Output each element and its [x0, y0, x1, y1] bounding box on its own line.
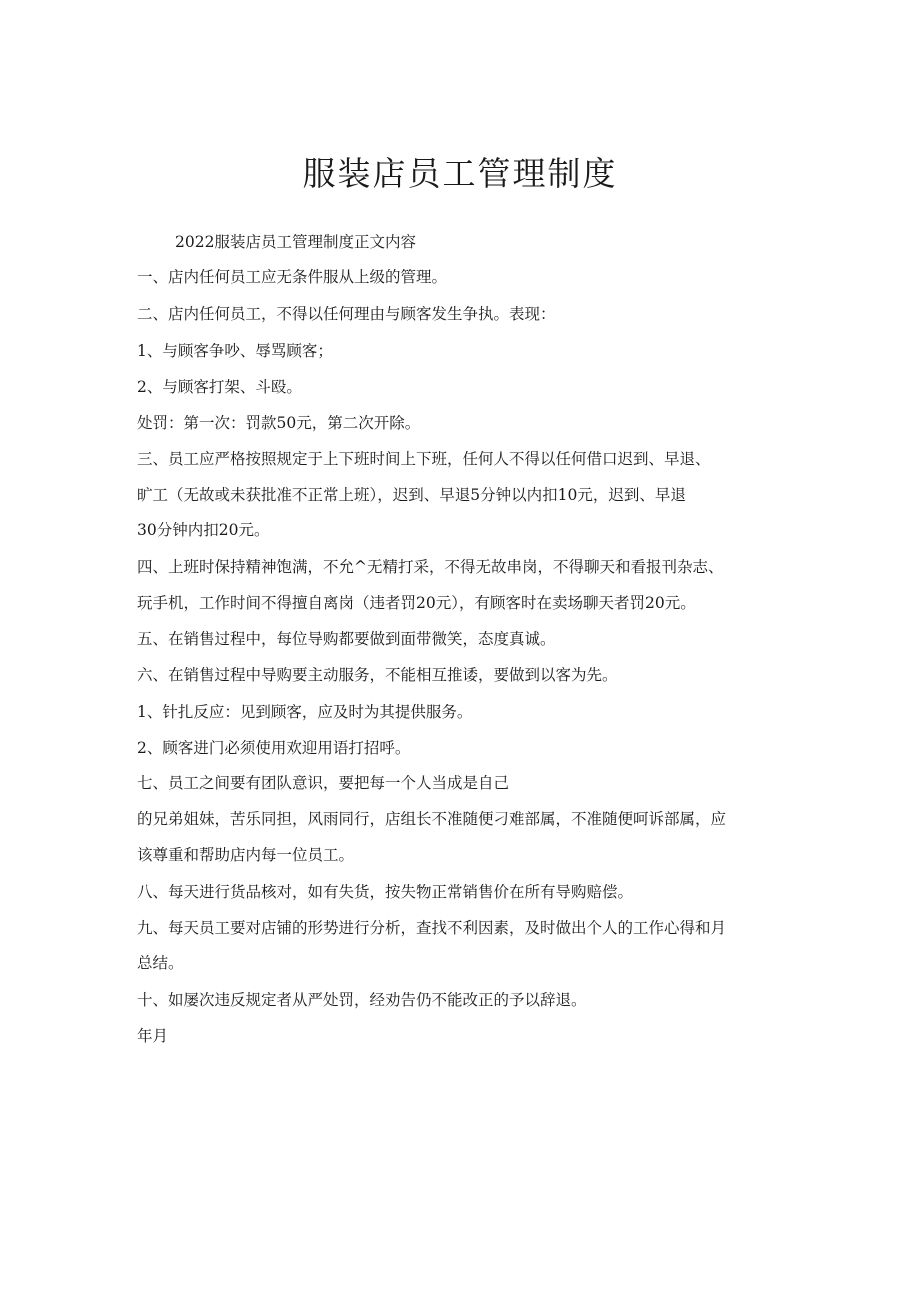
rule-line: 该尊重和帮助店内每一位员工。 — [137, 846, 355, 864]
date-line: 年月 — [137, 1027, 169, 1045]
rule-line: 八、每天进行货品核对，如有失货，按失物正常销售价在所有导购赔偿。 — [137, 883, 634, 901]
rule-line: 1、针扎反应：见到顾客，应及时为其提供服务。 — [137, 703, 473, 721]
rule-line: 总结。 — [137, 954, 184, 972]
rule-line: 四、上班时保持精神饱满，不允^无精打采，不得无故串岗，不得聊天和看报刊杂志、 — [137, 558, 724, 576]
rule-line: 三、员工应严格按照规定于上下班时间上下班，任何人不得以任何借口迟到、早退、 — [137, 450, 711, 468]
rule-line: 一、店内任何员工应无条件服从上级的管理。 — [137, 268, 448, 286]
rule-line: 十、如屡次违反规定者从严处罚，经劝告仍不能改正的予以辞退。 — [137, 991, 587, 1009]
rule-line: 七、员工之间要有团队意识，要把每一个人当成是自己 — [137, 774, 510, 792]
rule-line: 处罚：第一次：罚款50元，第二次开除。 — [137, 414, 421, 432]
rule-line: 2、与顾客打架、斗殴。 — [137, 378, 302, 396]
rule-line: 五、在销售过程中，每位导购都要做到面带微笑，态度真诚。 — [137, 630, 556, 648]
rule-line: 1、与顾客争吵、辱骂顾客； — [137, 342, 333, 360]
rule-line: 玩手机，工作时间不得擅自离岗（违者罚20元），有顾客时在卖场聊天者罚20元。 — [137, 594, 696, 612]
rule-line: 六、在销售过程中导购要主动服务，不能相互推诿，要做到以客为先。 — [137, 666, 618, 684]
rule-line: 二、店内任何员工，不得以任何理由与顾客发生争执。表现： — [137, 305, 556, 323]
rule-line: 九、每天员工要对店铺的形势进行分析，查找不利因素，及时做出个人的工作心得和月 — [137, 919, 727, 937]
document-title: 服装店员工管理制度 — [302, 154, 618, 193]
rule-line: 的兄弟姐妹，苦乐同担，风雨同行，店组长不准随便刁难部属，不准随便呵诉部属，应 — [137, 810, 727, 828]
rule-line: 2、顾客进门必须使用欢迎用语打招呼。 — [137, 739, 411, 757]
rule-line: 30分钟内扣20元。 — [137, 521, 270, 539]
rule-line: 旷工（无故或未获批准不正常上班），迟到、早退5分钟以内扣10元，迟到、早退 — [137, 486, 686, 504]
document-subtitle: 2022服装店员工管理制度正文内容 — [175, 233, 416, 251]
